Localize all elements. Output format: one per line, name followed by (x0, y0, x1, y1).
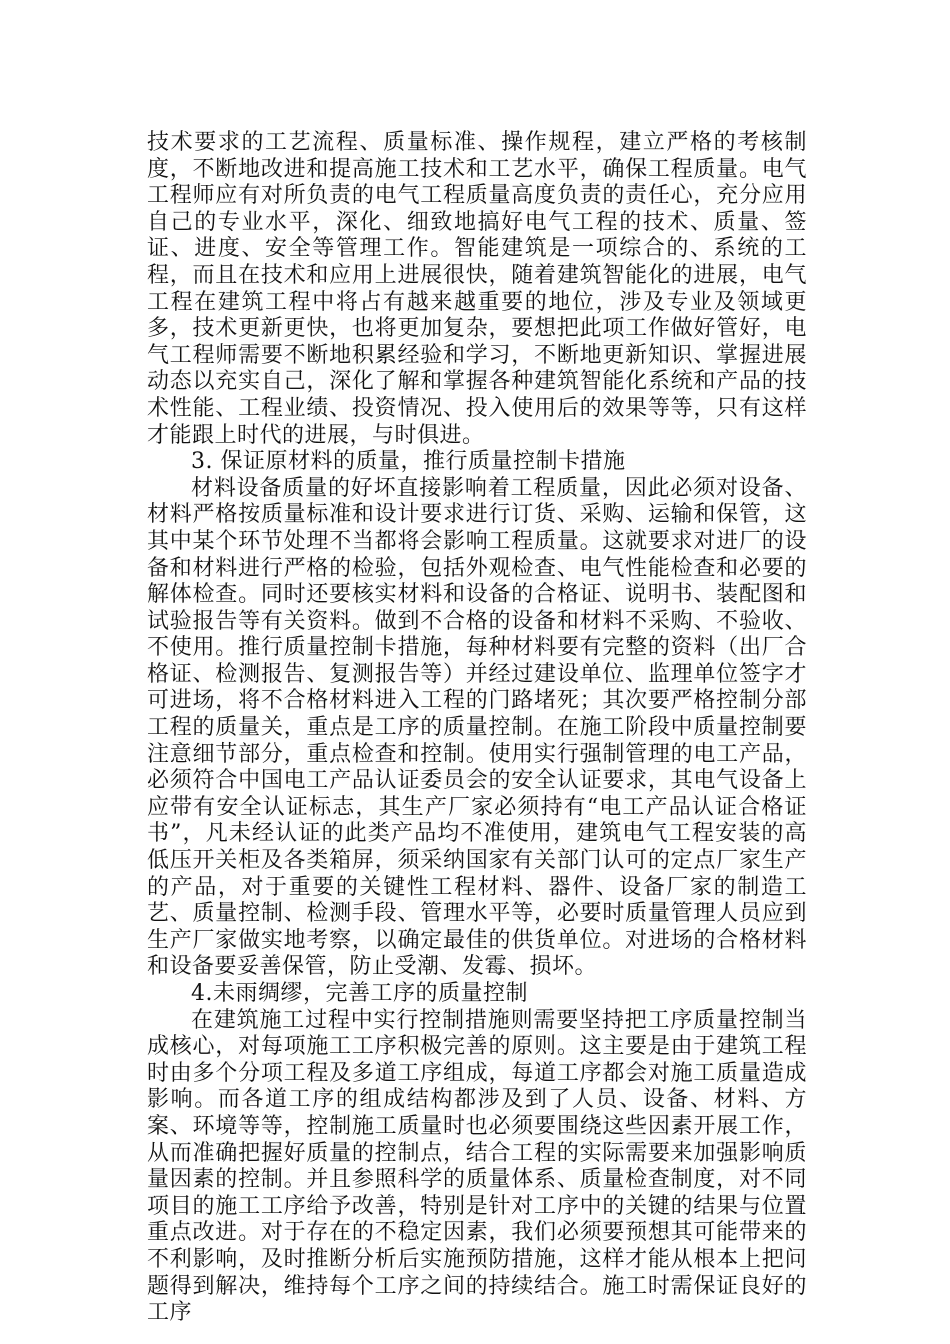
section-3-heading: 3. 保证原材料的质量，推行质量控制卡措施 (191, 449, 626, 475)
section-4-paragraph: 在建筑施工过程中实行控制措施则需要坚持把工序质量控制当成核心，对每项施工工序积极完善的原则。这主要是由于建筑工程时由多个分项工程及多道工序组成，每道工序都会对施工质量造成影响。而各道工序的组成结构都涉及到了人员、设备、材料、方案、环境等等，控制施工质量时也必须要围绕这些因素开展工作，从而准确把握好质量的控制点，结合工程的实际需要来加强影响质量因素的控制。并且参照科学的质量体系、质量检查制度，对不同项目的施工工序给予改善，特别是针对工序中的关键的结果与位置重点改进。对于存在的不稳定因素，我们必须要预想其可能带来的不利影响，及时推断分析后实施预防措施，这样才能从根本上把问题得到解决，维持每个工序之间的持续结合。施工时需保证良好的工序 (147, 1007, 807, 1326)
section-4-heading: 4.未雨绸缪，完善工序的质量控制 (191, 981, 528, 1006)
continuation-paragraph: 技术要求的工艺流程、质量标准、操作规程，建立严格的考核制度，不断地改进和提高施工技术和工艺水平，确保工程质量。电气工程师应有对所负责的电气工程质量高度负责的责任心，充分应用自己的专业水平，深化、细致地搞好电气工程的技术、质量、签证、进度、安全等管理工作。智能建筑是一项综合的、系统的工程，而且在技术和应用上进展很快，随着建筑智能化的进展，电气工程在建筑工程中将占有越来越重要的地位，涉及专业及领域更多，技术更新更快，也将更加复杂，要想把此项工作做好管好，电气工程师需要不断地积累经验和学习，不断地更新知识、掌握进展动态以充实自己，深化了解和掌握各种建筑智能化系统和产品的技术性能、工程业绩、投资情况、投入使用后的效果等等，只有这样才能跟上时代的进展，与时俱进。 (147, 130, 807, 448)
section-3-paragraph: 材料设备质量的好坏直接影响着工程质量，因此必须对设备、材料严格按质量标准和设计要求进行订货、采购、运输和保管，这其中某个环节处理不当都将会影响工程质量。这就要求对进厂的设备和材料进行严格的检验，包括外观检查、电气性能检查和必要的解体检查。同时还要核实材料和设备的合格证、说明书、装配图和试验报告等有关资料。做到不合格的设备和材料不采购、不验收、不使用。推行质量控制卡措施，每种材料要有完整的资料（出厂合格证、检测报告、复测报告等）并经过建设单位、监理单位签字才可进场，将不合格材料进入工程的门路堵死；其次要严格控制分部工程的质量关，重点是工序的质量控制。在施工阶段中质量控制要注意细节部分，重点检查和控制。使用实行强制管理的电工产品，必须符合中国电工产品认证委员会的安全认证要求，其电气设备上应带有安全认证标志，其生产厂家必须持有“电工产品认证合格证书”，凡未经认证的此类产品均不准使用，建筑电气工程安装的高低压开关柜及各类箱屏，须采纳国家有关部门认可的定点厂家生产的产品，对于重要的关键性工程材料、器件、设备厂家的制造工艺、质量控制、检测手段、管理水平等，必要时质量管理人员应到生产厂家做实地考察，以确定最佳的供货单位。对进场的合格材料和设备要妥善保管，防止受潮、发霉、损坏。 (147, 475, 807, 980)
document-body (147, 130, 807, 1327)
